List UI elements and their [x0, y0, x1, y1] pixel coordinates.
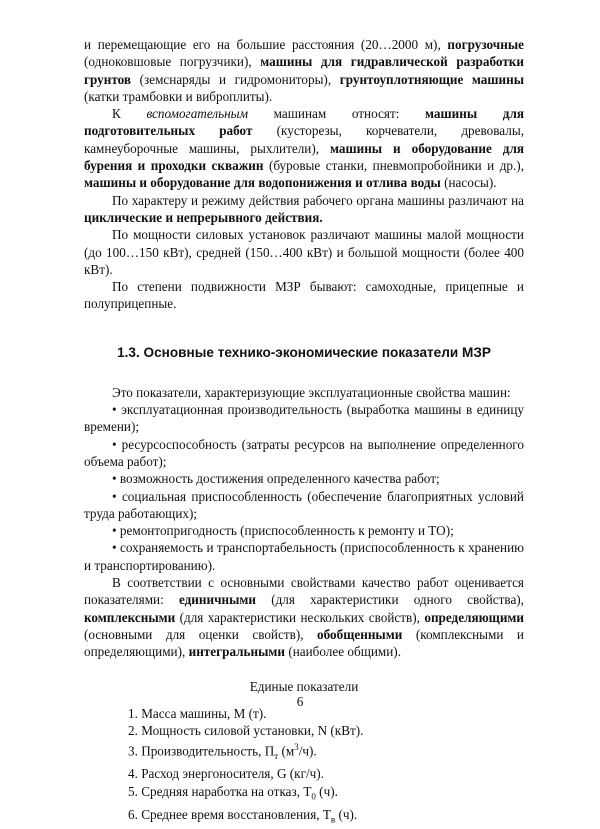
bullet-item: • ремонтопригодность (приспособленность к ремонту и ТО);	[112, 523, 454, 539]
bullet-item: • возможность достижения определенного качества работ;	[112, 471, 440, 487]
bullet-item: • сохраняемость и транспортабельность (приспособленность к хранению и транспортированию).	[84, 540, 524, 573]
bullet-item: • социальная приспособленность (обеспечение благоприятных условий труда работающих);	[84, 488, 524, 521]
bullet-item: • ресурсоспособность (затраты ресурсов на выполнение определенного объема работ);	[84, 436, 524, 469]
bullet-item: • эксплуатационная производительность (выработка машины в единицу времени);	[84, 402, 524, 435]
page-number: 6	[296, 694, 304, 709]
list-item: 4. Расход энергоносителя, G (кг/ч).	[128, 766, 324, 782]
list-item: 6. Среднее время восстановления, $Т_в$ (ч).	[128, 806, 358, 825]
paragraph-quality-indicators: В соответствии с основными свойствами качество работ оценивается показателями: единичными (для характеристики одного свойства), комплексными (для характеристики нескольких свойств), определяющими (основными для оценки свойств), обобщенными (комплексными и определяющими), интегральными (наиболее общими).	[84, 575, 524, 660]
section-title: 1.3. Основные технико-экономические показатели МЗР	[117, 344, 491, 360]
indicator-list	[84, 705, 524, 829]
list-item: 5. Средняя наработка на отказ, $Т_0$ (ч).	[128, 783, 338, 802]
list-item: 1. Масса машины, М (т).	[128, 705, 267, 721]
list-item: 3. Производительность, $П_т$ $(м^3/ч)$.	[128, 742, 317, 762]
paragraph-auxiliary-machines: К вспомогательным машинам относят: машины для подготовительных работ (кусторезы, корчеватели, древовалы, камнеуборочные машины, рыхлители), машины и оборудование для бурения и проходки скважин (буровые станки, пневмопробойники и др.), машины и оборудование для водопонижения и отлива воды (насосы).	[84, 106, 524, 191]
paragraph-power: По мощности силовых установок различают машины малой мощности (до 100…150 кВт), средней (150…400 кВт) и большой мощности (более 400 кВт).	[84, 227, 524, 277]
paragraph-machine-types-cont: и перемещающие его на большие расстояния (20…2000 м), погрузочные (одноковшовые погрузчики), машины для гидравлической разработки грунтов (земснаряды и гидромониторы), грунтоуплотняющие машины (катки трамбовки и виброплиты).	[84, 37, 525, 104]
paragraph-working-mode: По характеру и режиму действия рабочего органа машины различают на циклические и непрерывного действия.	[84, 192, 524, 225]
paragraph-mobility: По степени подвижности МЗР бывают: самоходные, прицепные и полуприцепные.	[84, 279, 524, 312]
list-title: Единые показатели	[249, 678, 359, 694]
paragraph-indicators-intro: Это показатели, характеризующие эксплуатационные свойства машин:	[112, 384, 511, 400]
list-item: 2. Мощность силовой установки, N (кВт).	[128, 722, 364, 738]
